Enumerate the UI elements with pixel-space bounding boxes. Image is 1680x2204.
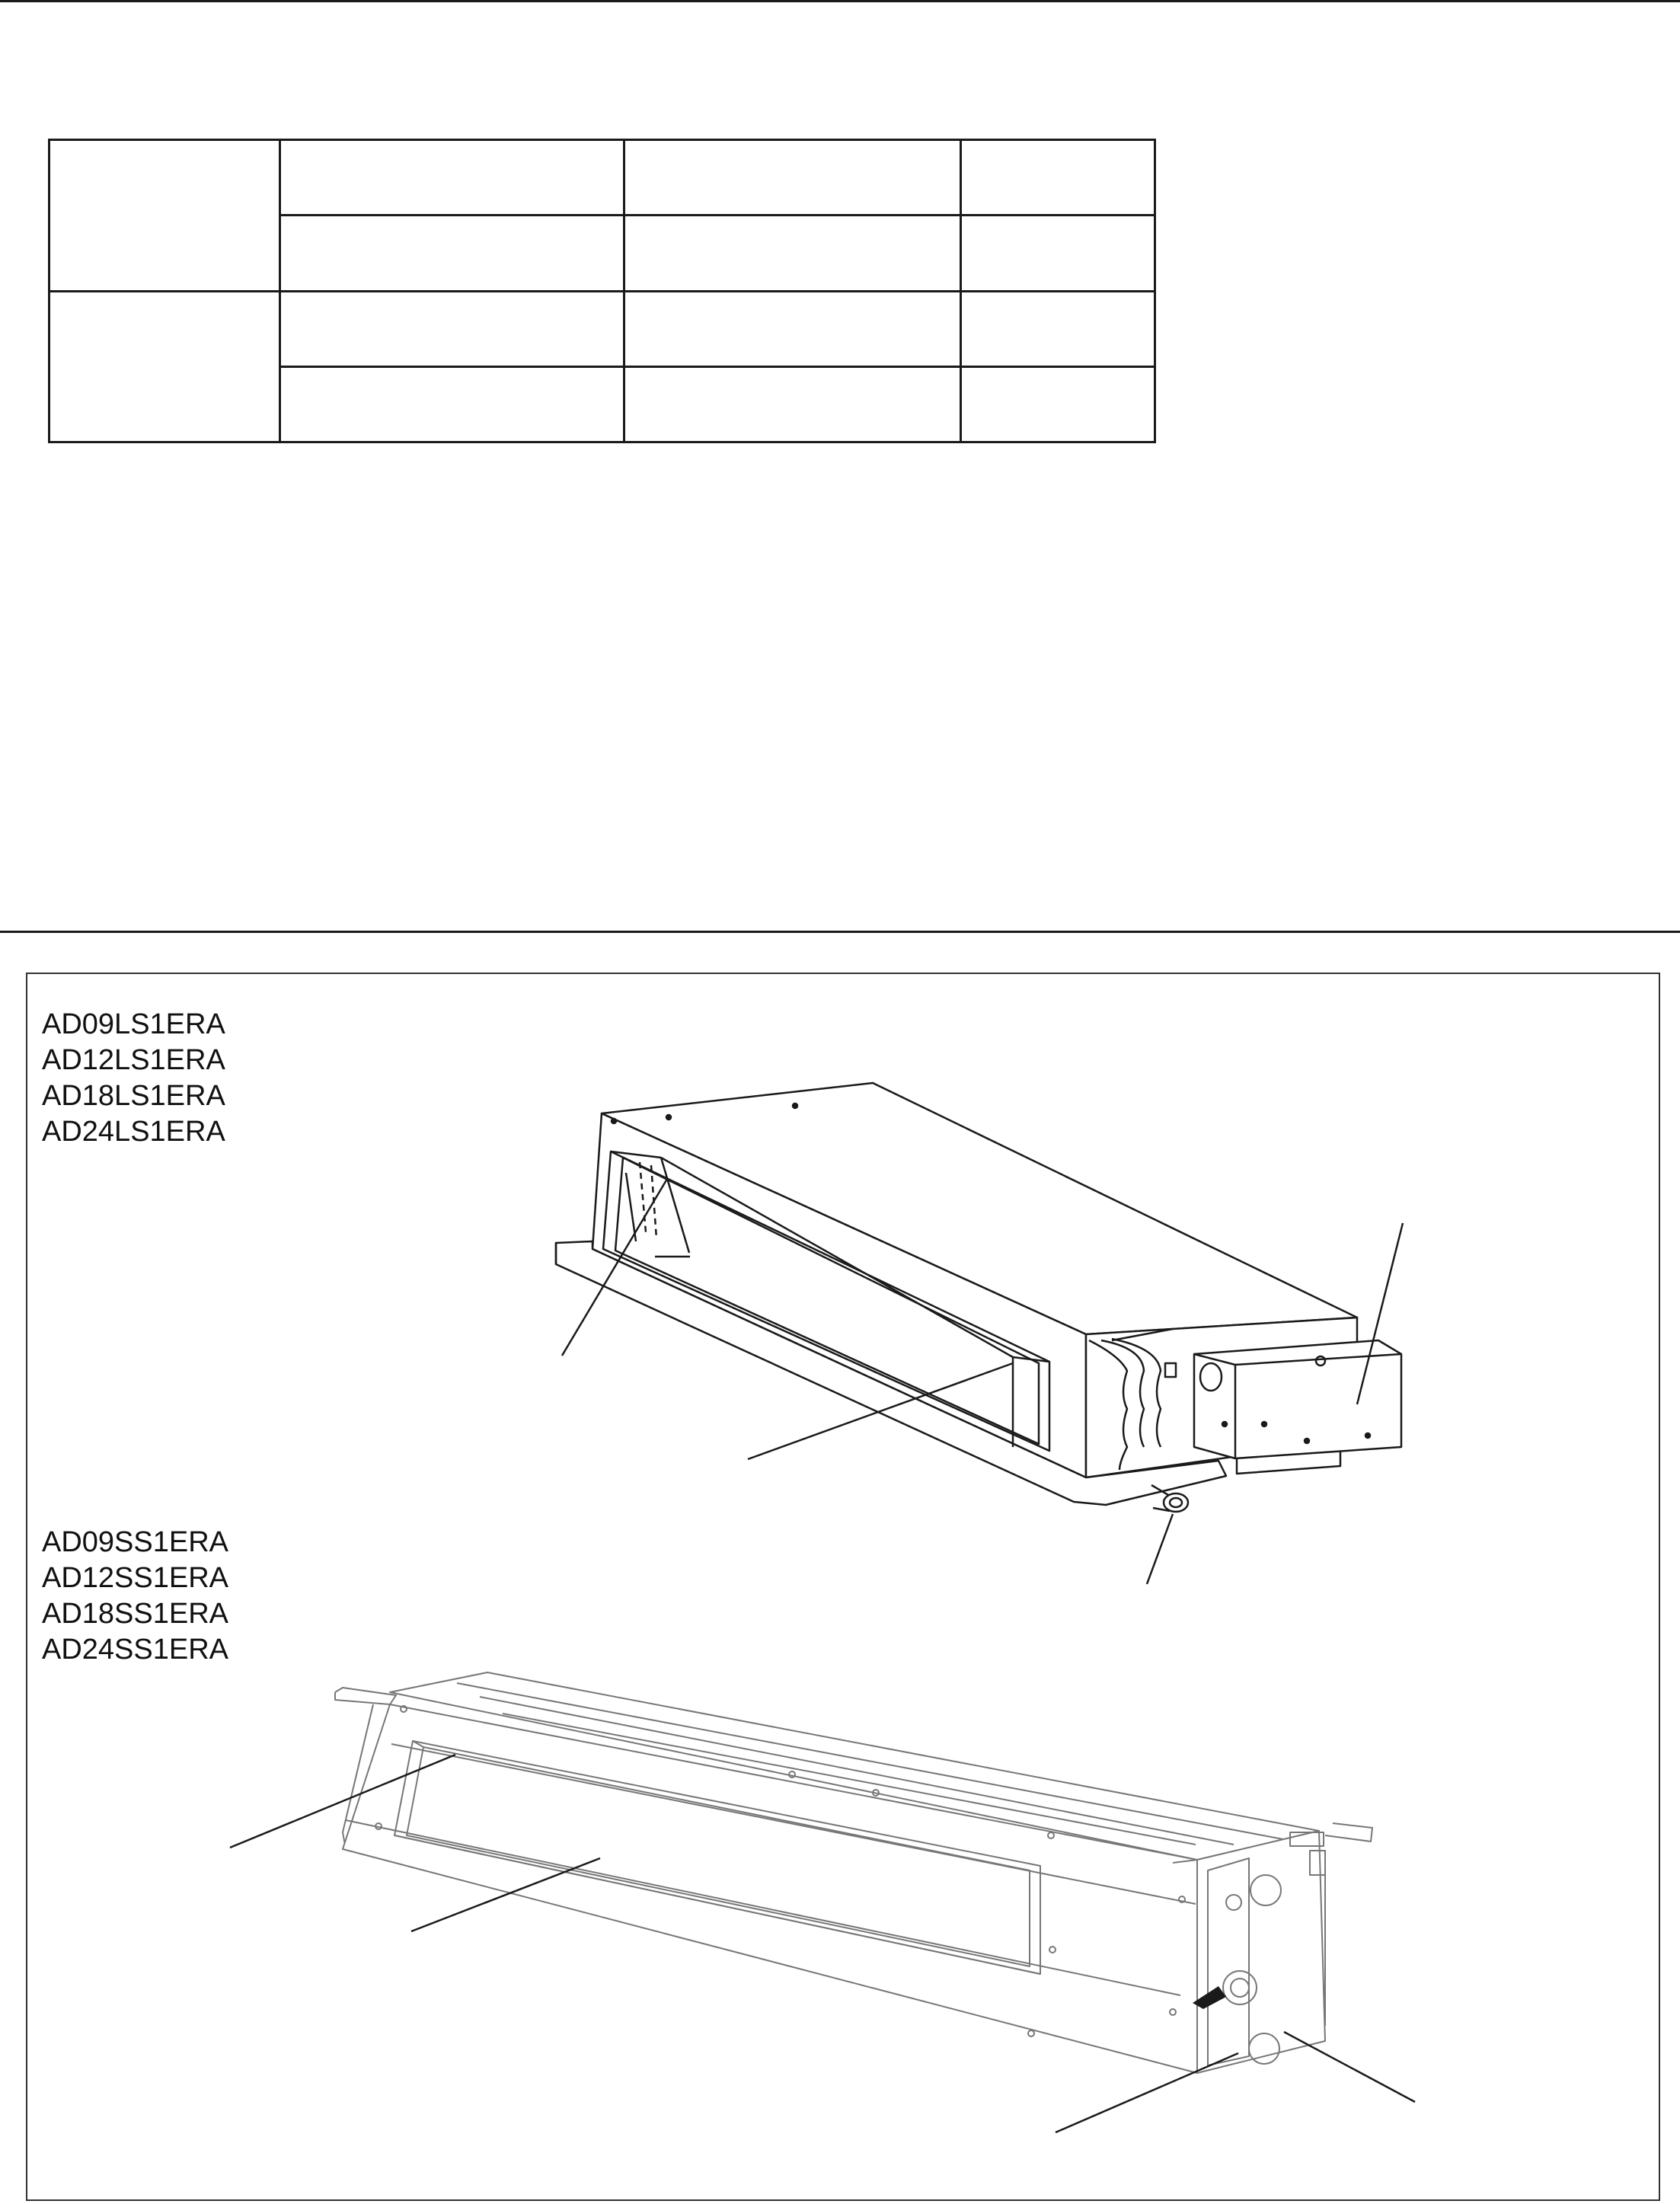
model-label: AD18SS1ERA xyxy=(42,1598,229,1630)
model-label: AD09LS1ERA xyxy=(42,1008,225,1040)
model-label: AD24LS1ERA xyxy=(42,1116,225,1148)
model-label: AD12LS1ERA xyxy=(42,1044,225,1076)
model-label: AD18LS1ERA xyxy=(42,1080,225,1112)
model-label: AD12SS1ERA xyxy=(42,1562,229,1594)
model-label: AD24SS1ERA xyxy=(42,1634,229,1666)
model-label: AD09SS1ERA xyxy=(42,1526,229,1558)
